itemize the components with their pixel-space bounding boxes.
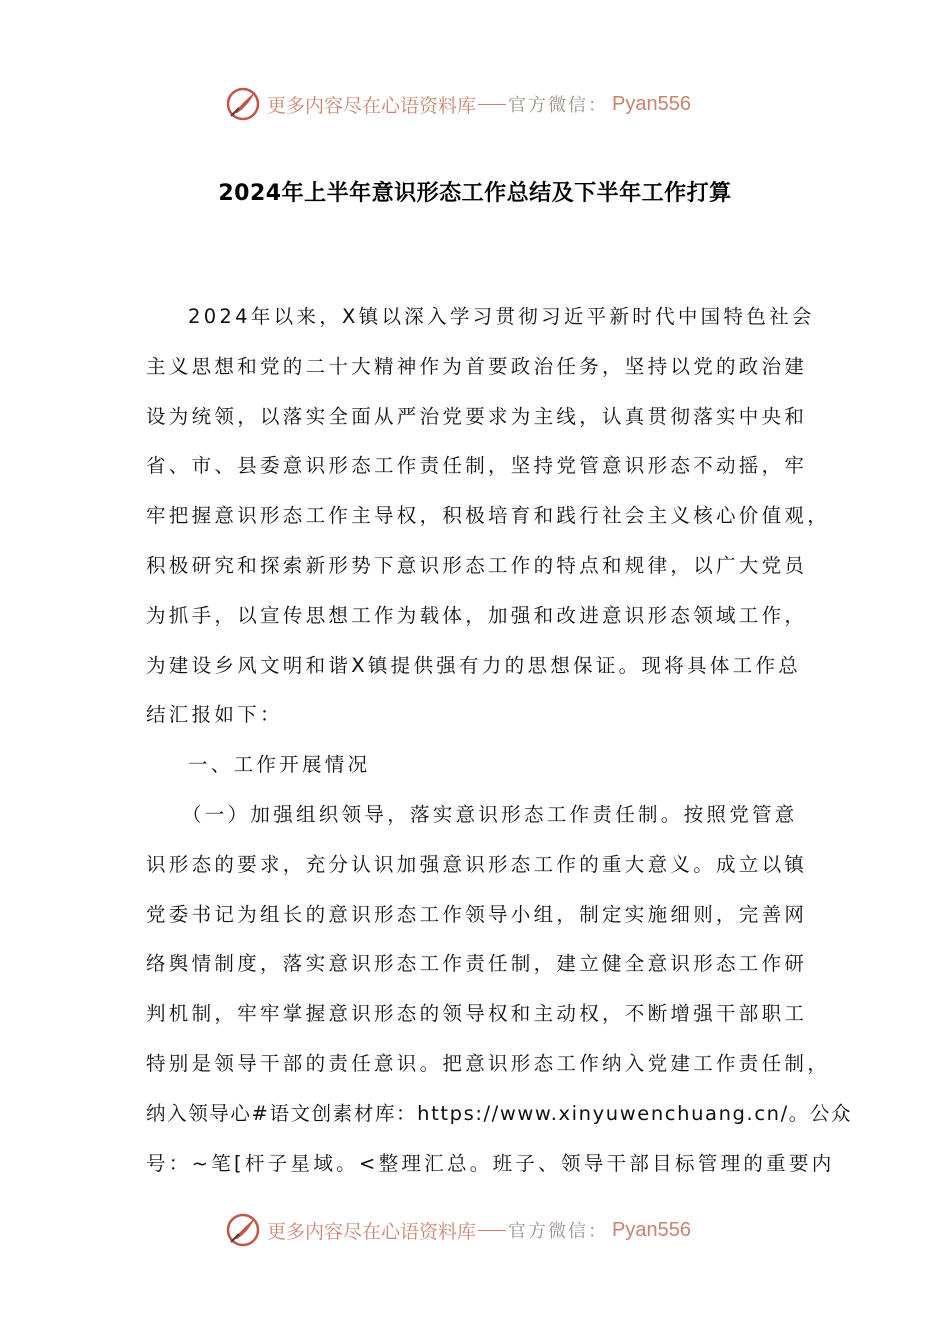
quill-logo-icon <box>225 1212 261 1248</box>
body-line: 号：~笔[杆子星域。<整理汇总。班子、领导干部目标管理的重要内 <box>146 1151 835 1175</box>
body-line: 党委书记为组长的意识形态工作领导小组，制定实施细则，完善网 <box>146 902 808 926</box>
body-line: 省、市、县委意识形态工作责任制，坚持党管意识形态不动摇，牢 <box>146 454 808 478</box>
section-heading: 一、工作开展情况 <box>188 753 371 777</box>
watermark-footer <box>225 1210 691 1250</box>
body-line: 络舆情制度，落实意识形态工作责任制，建立健全意识形态工作研 <box>146 952 808 976</box>
subsection-heading-line: （一）加强组织领导，落实意识形态工作责任制。按照党管意 <box>182 802 798 826</box>
watermark-wechat-id: Pyan556 <box>612 92 691 115</box>
body-line: 结汇报如下： <box>146 703 283 727</box>
watermark-header <box>225 84 691 124</box>
watermark-separator <box>478 104 506 105</box>
body-line: 2024年以来，X镇以深入学习贯彻习近平新时代中国特色社会 <box>188 305 815 328</box>
body-line: 牢把握意识形态工作主导权，积极培育和践行社会主义核心价值观， <box>146 504 831 528</box>
body-line: 积极研究和探索新形势下意识形态工作的特点和规律，以广大党员 <box>146 553 808 577</box>
body-line: 为建设乡风文明和谐X镇提供强有力的思想保证。现将具体工作总 <box>146 653 802 677</box>
watermark-sub-text: 官方微信： <box>508 1221 609 1242</box>
document-body <box>146 297 853 1193</box>
watermark-separator <box>478 1230 506 1231</box>
watermark-wechat-id: Pyan556 <box>612 1218 691 1241</box>
body-line: 识形态的要求，充分认识加强意识形态工作的重大意义。成立以镇 <box>146 852 808 876</box>
body-line: 特别是领导干部的责任意识。把意识形态工作纳入党建工作责任制， <box>146 1051 831 1075</box>
body-line: 主义思想和党的二十大精神作为首要政治任务，坚持以党的政治建 <box>146 354 808 378</box>
quill-logo-icon <box>225 86 261 122</box>
watermark-main-text: 更多内容尽在心语资料库 <box>267 94 477 117</box>
document-title: 2024年上半年意识形态工作总结及下半年工作打算 <box>218 181 732 206</box>
body-line-with-url: 纳入领导心#语文创素材库：https://www.xinyuwenchuang.cn/。公众 <box>146 1101 853 1125</box>
body-line: 判机制，牢牢掌握意识形态的领导权和主动权，不断增强干部职工 <box>146 1002 808 1026</box>
body-line: 设为统领，以落实全面从严治党要求为主线，认真贯彻落实中央和 <box>146 404 808 428</box>
watermark-main-text: 更多内容尽在心语资料库 <box>267 1220 477 1243</box>
body-line: 为抓手，以宣传思想工作为载体，加强和改进意识形态领域工作， <box>146 603 808 627</box>
watermark-sub-text: 官方微信： <box>508 95 609 116</box>
